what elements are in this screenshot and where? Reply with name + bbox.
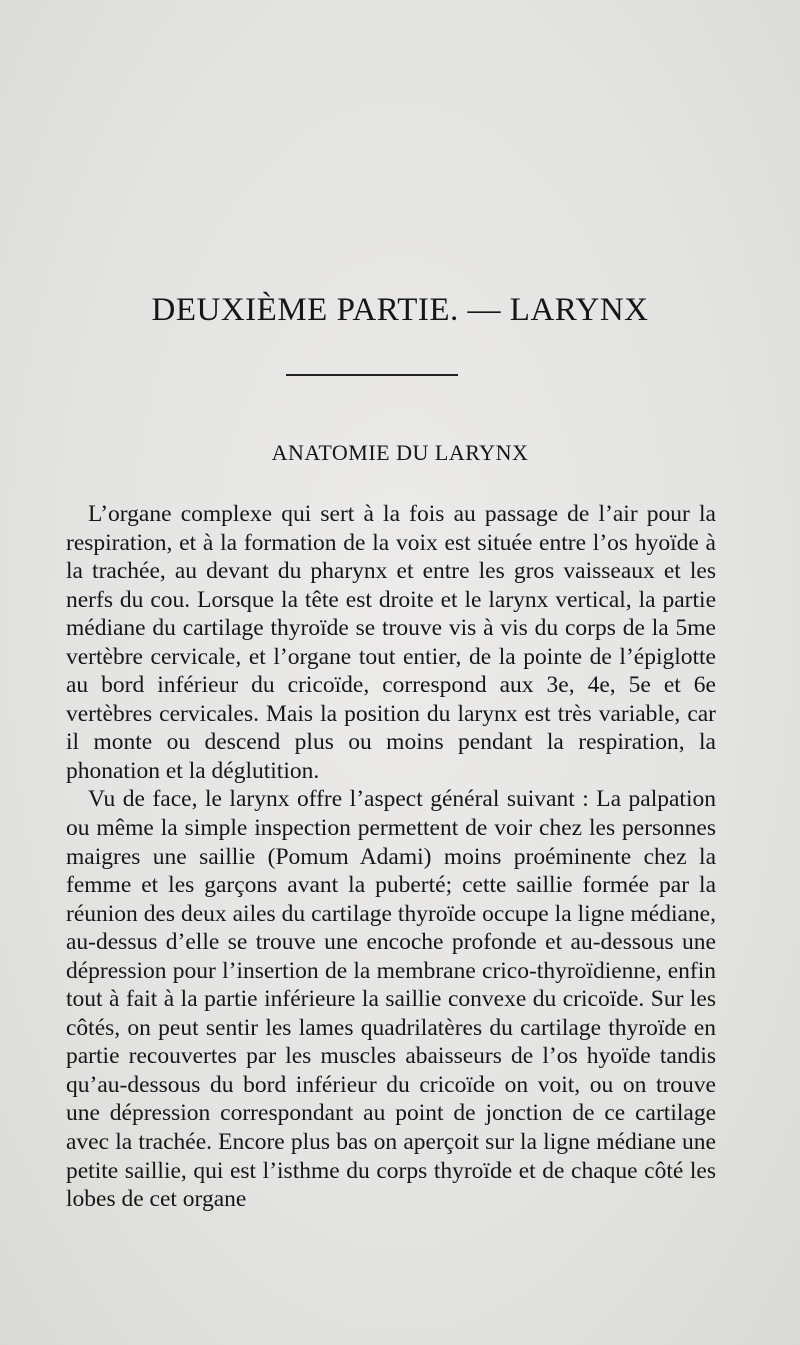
section-title: ANATOMIE DU LARYNX — [271, 440, 529, 465]
title-divider — [286, 374, 458, 376]
paragraph-2: Vu de face, le larynx offre l’aspect général suivant : La palpation ou même la simple inspection permettent de voir chez les personnes maigres une saillie (Pomum Adami) moins proéminente chez la femme et les garçons avant la puberté; cette saillie formée par la réunion des deux ailes du cartilage thyroïde occupe la ligne médiane, au-dessus d’elle se trouve une encoche profonde et au-dessous une dépression pour l’insertion de la membrane crico-thyroïdienne, enfin tout à fait à la partie inférieure la saillie convexe du cricoïde. Sur les côtés, on peut sentir les lames quadrilatères du cartilage thyroïde en partie recouvertes par les muscles abaisseurs de l’os hyoïde tandis qu’au-dessous du bord inférieur du cricoïde on voit, ou on trouve une dépression correspondant au point de jonction de ce cartilage avec la trachée. Encore plus bas on aperçoit sur la ligne médiane une petite saillie, qui est l’isthme du corps thyroïde et de chaque côté les lobes de cet organe — [66, 786, 716, 1213]
paragraph-1: L’organe complexe qui sert à la fois au passage de l’air pour la respiration, et à la formation de la voix est située entre l’os hyoïde à la trachée, au devant du pharynx et entre les gros vaisseaux et les nerfs du cou. Lorsque la tête est droite et le larynx vertical, la partie médiane du cartilage thyroïde se trouve vis à vis du corps de la 5me vertèbre cervicale, et l’organe tout entier, de la pointe de l’épiglotte au bord inférieur du cricoïde, correspond aux 3e, 4e, 5e et 6e vertèbres cervicales. Mais la position du larynx est très variable, car il monte ou descend plus ou moins pendant la respiration, la phonation et la déglutition. — [66, 501, 716, 784]
body-text — [66, 500, 716, 1214]
part-title: DEUXIÈME PARTIE. — LARYNX — [151, 292, 649, 328]
